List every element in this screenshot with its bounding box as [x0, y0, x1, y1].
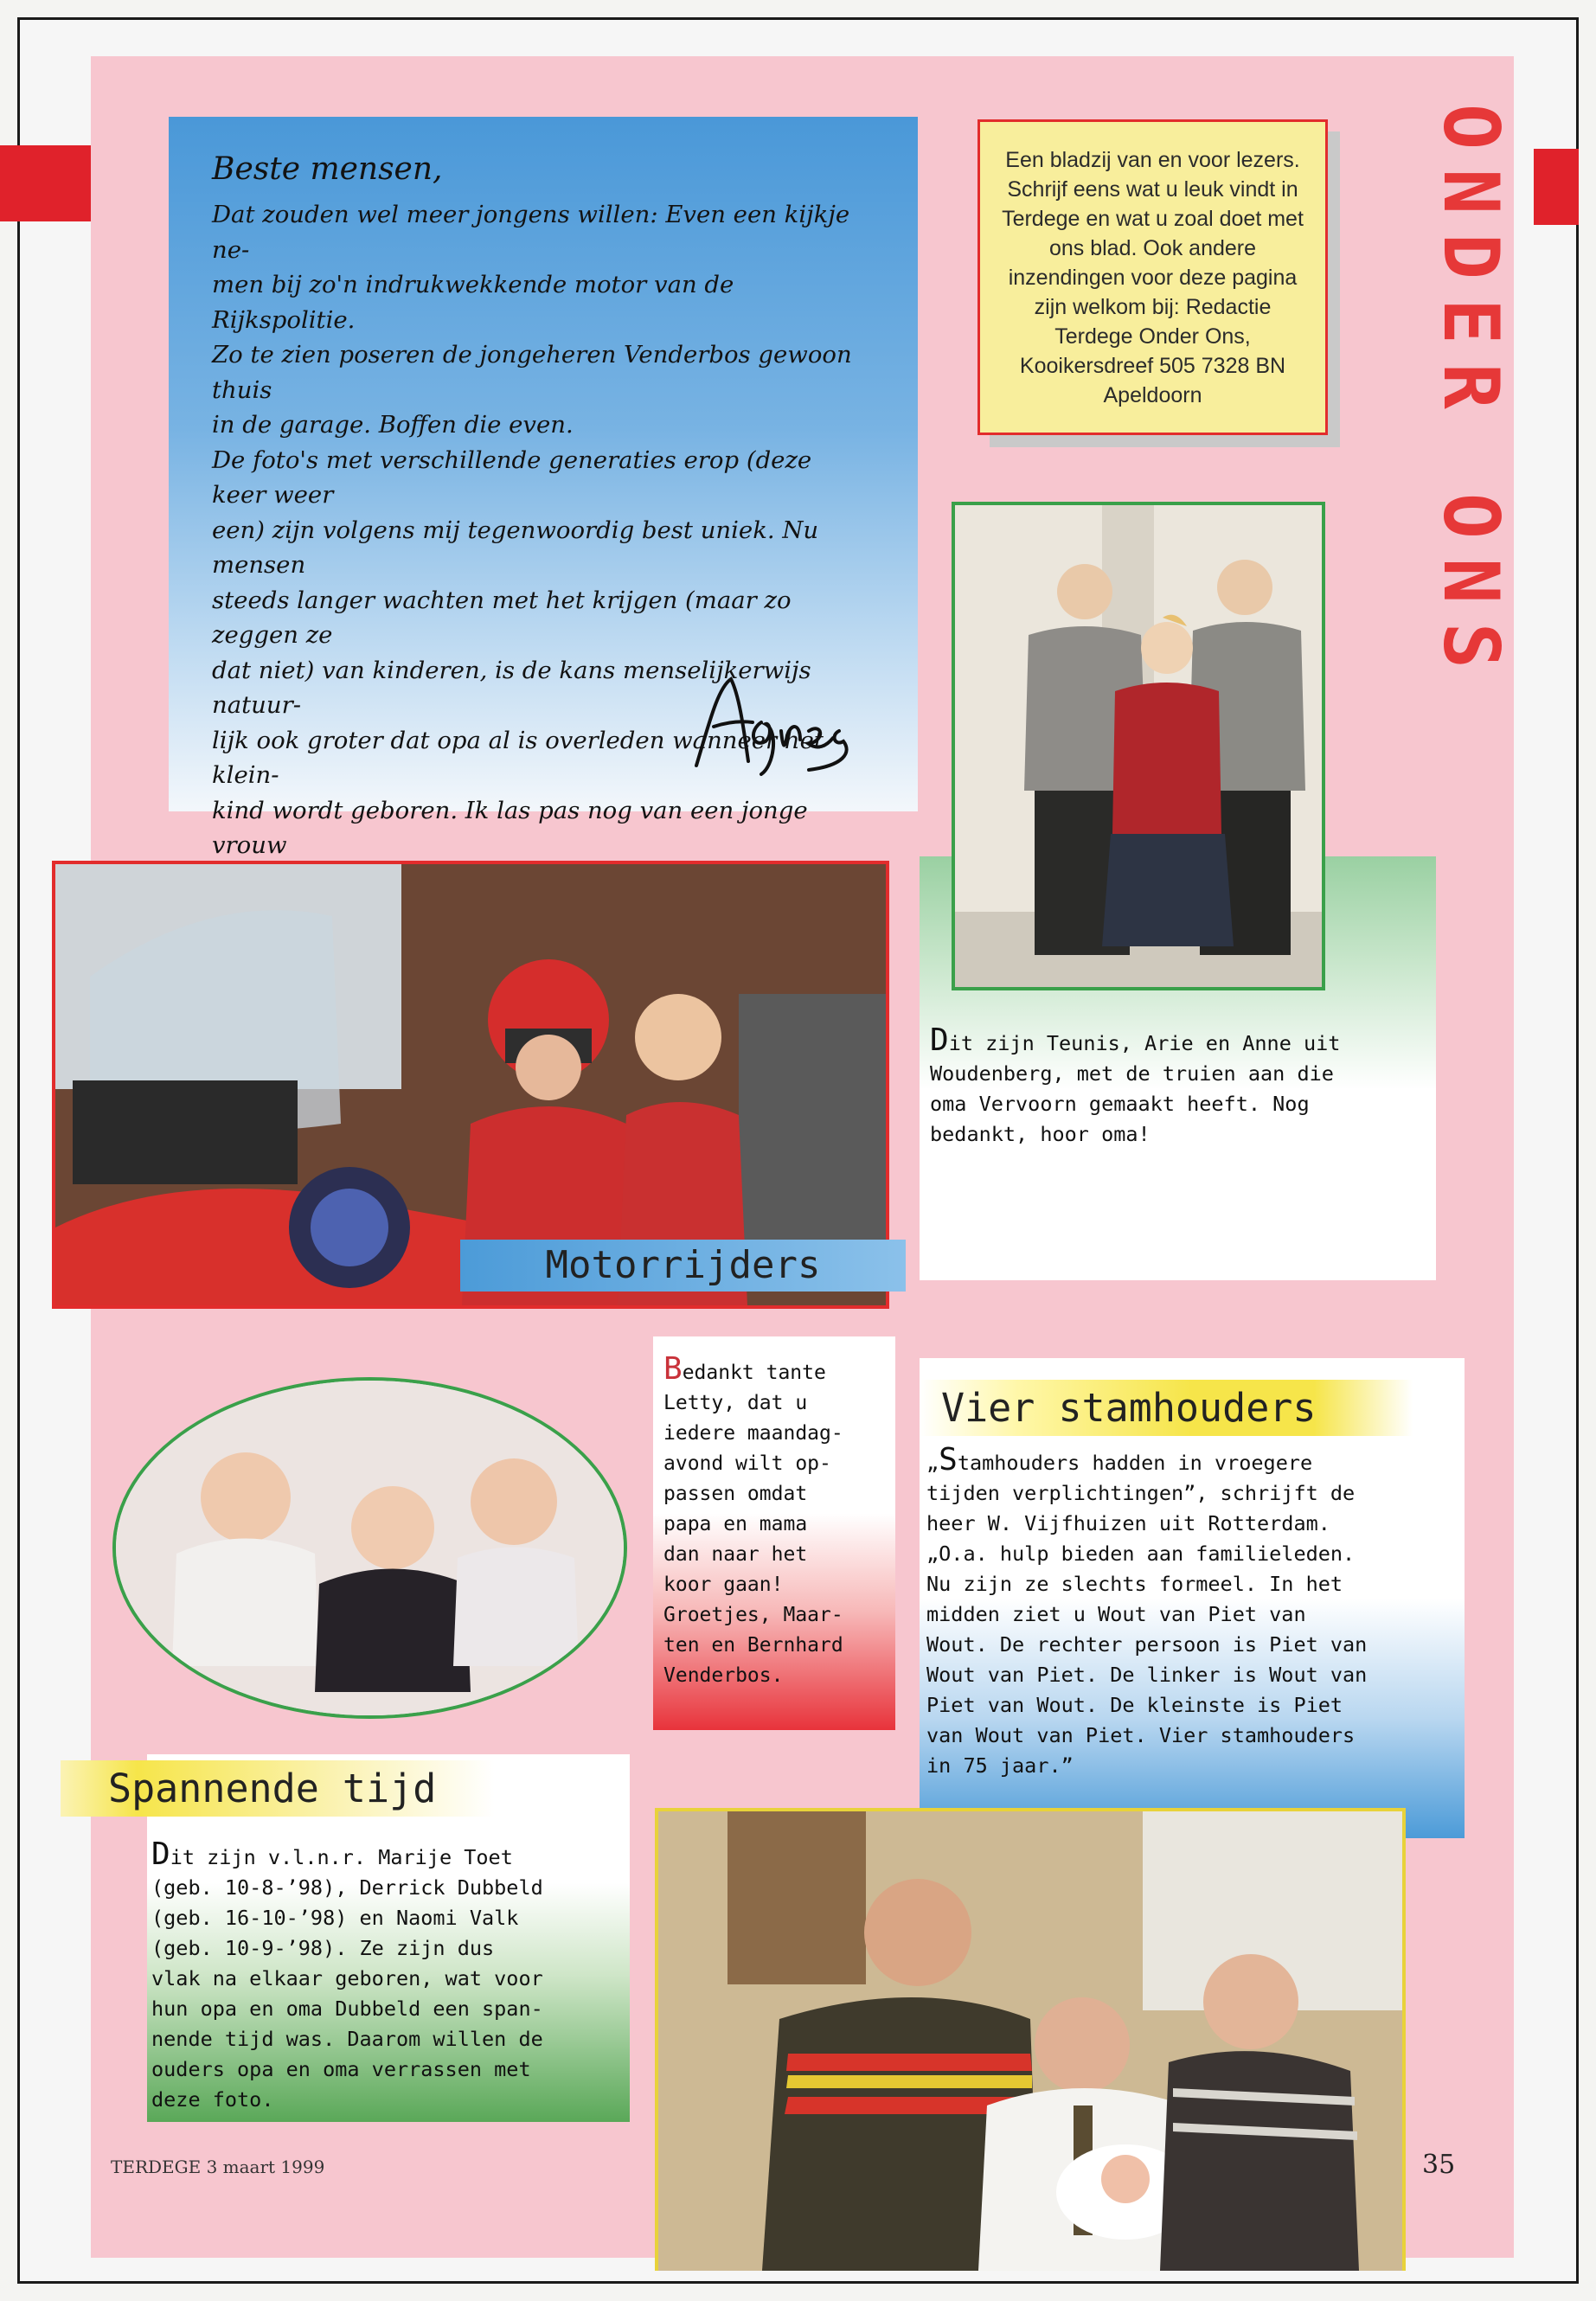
stamhouders-body: tamhouders hadden in vroegere tijden verplichtingen”, schrijft de heer W. Vijfhuizen uit Rotterdam. „O.a. hulp bieden aan familieleden. Nu zijn ze slechts formeel. In het midden ziet u Wout van Piet van Wout. De rechter persoon is Piet van Wout van Piet. De linker is Wout van Piet van Wout. De kleinste is Piet van Wout van Piet. Vier stamhouders in 75 jaar.” — [926, 1451, 1368, 1778]
submission-info-text: Een bladzij van en voor lezers. Schrijf eens wat u leuk vindt in Terdege en wat u zoal doet met ons blad. Ook andere inzendingen voor deze pagina zijn welkom bij: Redactie Terdege Onder Ons, Kooikersdreef 505 7328 BN Apeldoorn — [1002, 147, 1304, 407]
stamhouders-initial: S — [939, 1442, 958, 1477]
section-title: ONDER ONS — [1426, 104, 1516, 688]
stamhouders-prefix: „ — [926, 1451, 939, 1475]
left-red-tab — [0, 145, 91, 221]
letter-body: Dat zouden wel meer jongens willen: Even een kijkje ne- men bij zo'n indrukwekkende motor van de Rijkspolitie. Zo te zien poseren de jongeheren Venderbos gewoon thuis in de garage. Boffen die even. De foto's met verschillende generaties erop (deze keer weer een) zijn volgens mij tegenwoordig best uniek. Nu mensen steeds langer wachten met het krijgen (maar zo zeggen ze dat niet) van kinderen, is de kans menselijkerwijs natuur- lijk ook groter dat opa al is overleden wanneer het klein- kind wordt geboren. Ik las pas nog van een jonge vrouw — [212, 201, 852, 859]
babysit-caption-box — [653, 1336, 895, 1730]
photo-three-children — [952, 502, 1325, 990]
photo-four-generations-illustration — [658, 1811, 1402, 2271]
babysit-caption-text: edankt tante Letty, dat u iedere maandag- avond wilt op- passen omdat papa en mama dan naar het koor gaan! Groetjes, Maar- ten en Bernhard Venderbos. — [663, 1362, 843, 1687]
photo-four-generations — [655, 1808, 1406, 2271]
babysit-caption-initial: B — [663, 1351, 683, 1387]
stamhouders-text — [926, 1442, 1458, 1781]
spannende-tijd-text — [151, 1836, 623, 2115]
kids-caption-initial: D — [930, 1022, 949, 1058]
photo-three-babies-illustration — [116, 1381, 624, 1715]
spannende-tijd-initial: D — [151, 1836, 170, 1872]
letter-greeting: Beste mensen, — [212, 151, 443, 187]
photo-three-babies — [112, 1377, 627, 1719]
spannende-tijd-body: it zijn v.l.n.r. Marije Toet (geb. 10-8-’98), Derrick Dubbeld (geb. 16-10-’98) en Naomi Valk (geb. 10-9-’98). Ze zijn dus vlak na elkaar geboren, wat voor hun opa en oma Dubbeld een span- nende tijd was. Daarom willen de ouders opa en oma verrassen met deze foto. — [151, 1845, 543, 2112]
submission-info-box — [977, 119, 1328, 435]
motorrijders-title: Motorrijders — [460, 1240, 906, 1292]
signature-icon — [679, 670, 861, 783]
page-number: 35 — [1422, 2150, 1456, 2180]
right-red-tab — [1534, 149, 1579, 225]
babysit-caption — [663, 1351, 893, 1691]
spannende-tijd-title: Spannende tijd — [61, 1760, 571, 1817]
footer-magazine-date: TERDEGE 3 maart 1999 — [111, 2157, 325, 2177]
photo-three-children-illustration — [955, 505, 1322, 987]
kids-caption-text: it zijn Teunis, Arie en Anne uit Woudenberg, met de truien aan die oma Vervoorn gemaakt heeft. Nog bedankt, hoor oma! — [930, 1031, 1341, 1146]
kids-caption — [930, 1022, 1427, 1150]
stamhouders-title: Vier stamhouders — [920, 1380, 1413, 1436]
editor-letter — [169, 117, 918, 859]
